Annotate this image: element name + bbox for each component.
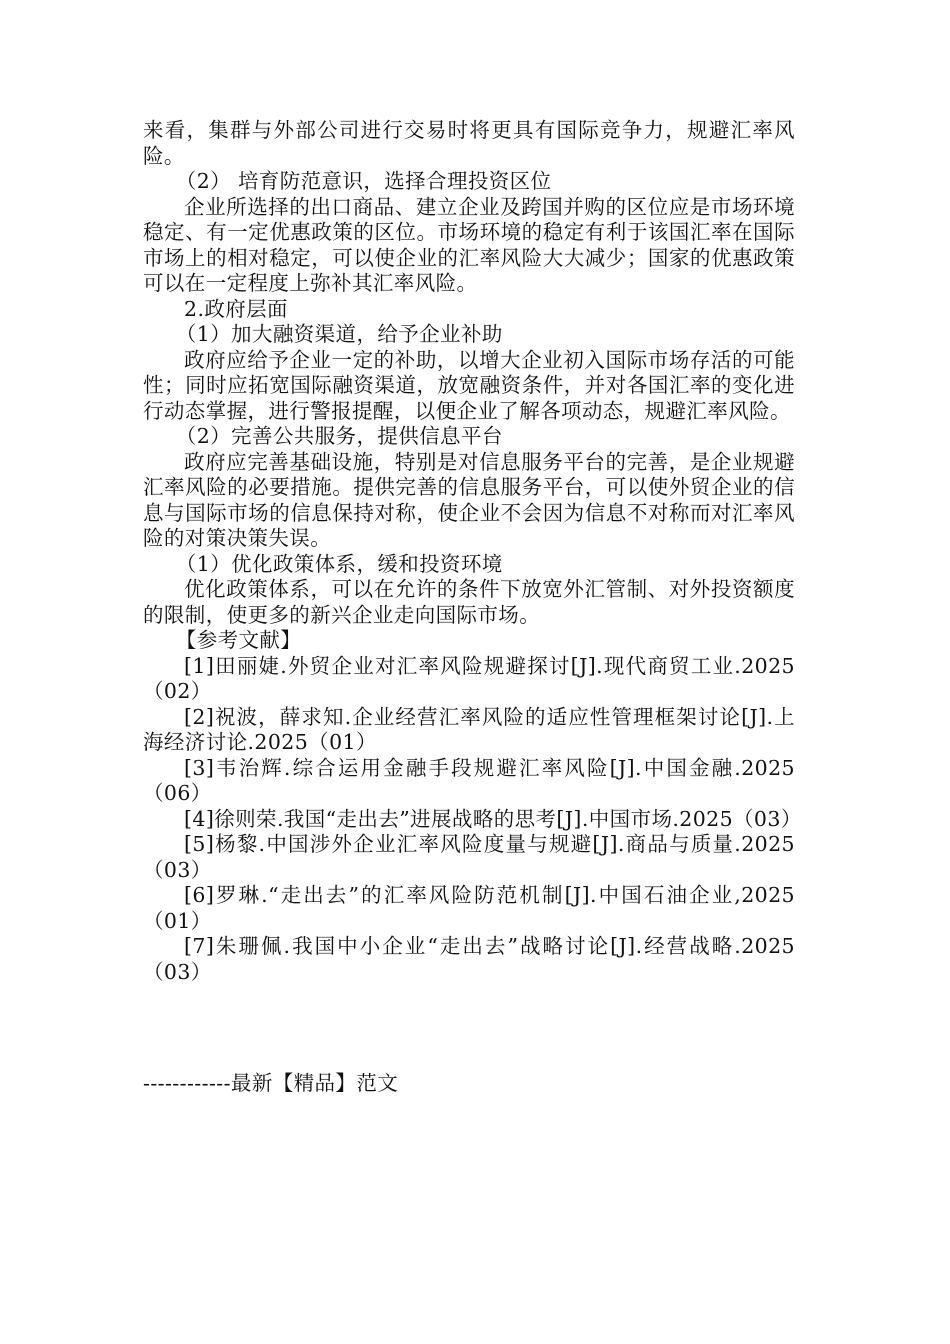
- section-heading: （2）完善公共服务，提供信息平台: [175, 424, 503, 448]
- reference-item: [1]田丽婕.外贸企业对汇率风险规避探讨[J].现代商贸工业.2025（02）: [143, 653, 795, 703]
- reference-item: [2]祝波，薛求知.企业经营汇率风险的适应性管理框架讨论[J].上海经济讨论.2025（01）: [143, 704, 795, 754]
- reference-item: [7]朱珊佩.我国中小企业“走出去”战略讨论[J].经营战略.2025（03）: [143, 934, 795, 984]
- page-footer: ------------最新【精品】范文: [143, 1071, 399, 1095]
- body-paragraph: 来看，集群与外部公司进行交易时将更具有国际竞争力，规避汇率风险。: [143, 118, 795, 168]
- section-heading: （2） 培育防范意识，选择合理投资区位: [175, 169, 552, 193]
- document-body: [143, 118, 802, 985]
- body-paragraph: 企业所选择的出口商品、建立企业及跨国并购的区位应是市场环境稳定、有一定优惠政策的区位。市场环境的稳定有利于该国汇率在国际市场上的相对稳定，可以使企业的汇率风险大大减少；国家的优惠政策可以在一定程度上弥补其汇率风险。: [143, 194, 795, 295]
- body-paragraph: 政府应完善基础设施，特别是对信息服务平台的完善，是企业规避汇率风险的必要措施。提供完善的信息服务平台，可以使外贸企业的信息与国际市场的信息保持对称，使企业不会因为信息不对称而对汇率风险的对策决策失误。: [143, 449, 795, 550]
- section-heading: （1）优化政策体系，缓和投资环境: [175, 551, 503, 576]
- body-paragraph: 优化政策体系，可以在允许的条件下放宽外汇管制、对外投资额度的限制，使更多的新兴企业走向国际市场。: [143, 577, 795, 627]
- section-heading: （1）加大融资渠道，给予企业补助: [175, 322, 503, 346]
- reference-item: [6]罗琳.“走出去”的汇率风险防范机制[J].中国石油企业,2025（01）: [143, 883, 795, 933]
- reference-item: [3]韦治辉.综合运用金融手段规避汇率风险[J].中国金融.2025（06）: [143, 755, 795, 805]
- section-heading: 2.政府层面: [184, 296, 288, 321]
- reference-item: [4]徐则荣.我国“走出去”进展战略的思考[J].中国市场.2025（03）: [184, 806, 802, 831]
- body-paragraph: 政府应给予企业一定的补助，以增大企业初入国际市场存活的可能性；同时应拓宽国际融资渠道，放宽融资条件，并对各国汇率的变化进行动态掌握，进行警报提醒，以便企业了解各项动态，规避汇率风险。: [143, 347, 795, 423]
- references-heading: 【参考文献】: [175, 628, 302, 652]
- reference-item: [5]杨黎.中国涉外企业汇率风险度量与规避[J].商品与质量.2025（03）: [143, 832, 795, 882]
